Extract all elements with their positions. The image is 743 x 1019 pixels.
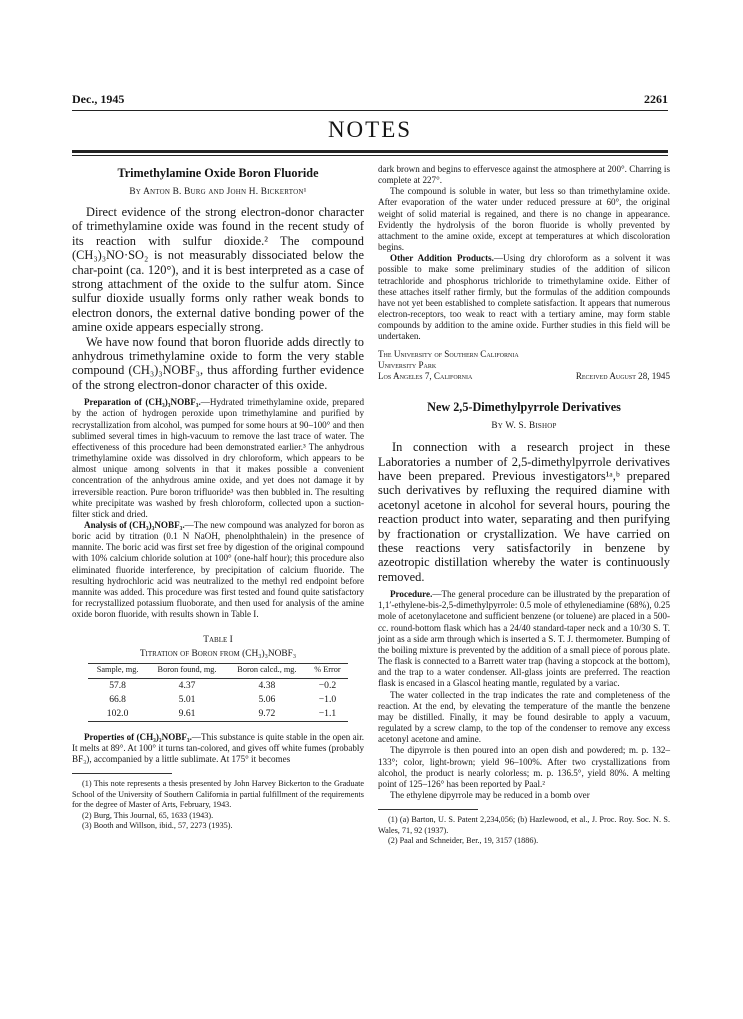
table-row [88,707,348,722]
header-date: Dec., 1945 [72,92,125,106]
article2-water: The water collected in the trap indicates the rate and completeness of the reaction. At the end, by elevating the temperature of the mantle the benzene may be distilled. Finally, it may be found desirable to apply a vacuum, regulated by a screw clamp, to the top of the condenser to remove any excess acetonyl acetone and amine. [378,689,670,745]
section-rule-bottom [72,155,668,156]
article1-footnote-2: (2) Burg, This Journal, 65, 1633 (1943). [82,810,214,820]
address-line-3: Los Angeles 7, California [378,370,473,381]
table-cell: 102.0 [88,707,147,722]
table-cell: −1.1 [307,707,348,722]
analysis-text: —The new compound was analyzed for boron as boric acid by titration (0.1 N NaOH, phenolphthalein) in the presence of mannite. The boric acid was first set free by digestion of the original compound with 10% calcium chloride solution at 100° (one-half hour); this procedure also eliminated fluoride interference, by precipitation of calcium fluoride. The resulting hydrochloric acid was neutralized to the methyl red endpoint before mannite was added. This procedure was first tested and found quite satisfactory for recrystallized potassium fluoborate, and then used for analysis of the amine oxide boron fluoride, with results shown in Table I. [72,520,364,620]
article1-preparation [72,397,364,520]
table-cell: 5.06 [258,693,276,705]
table-header-sample: Sample, mg. [88,664,147,679]
article1-other-products [378,253,670,342]
properties-text: —This substance is quite stable in the open air. It melts at 89°. At 100° it turns tan-colored, and gives off white fumes (probably BF₃), accompanied by a little sublimate. At 175° it becomes [72,731,364,765]
article2-footnote-1: (1) (a) Barton, U. S. Patent 2,234,056; (b) Hazlewood, et al., J. Proc. Roy. Soc. N. S. Wales, 71, 92 (1937). [378,815,670,835]
article1-analysis [72,520,364,620]
article1-footnote-3: (3) Booth and Willson, ibid., 57, 2273 (1935). [82,821,233,830]
article1-footnote-1: (1) This note represents a thesis presented by John Harvey Bickerton to the Graduate School of the University of Southern California in partial fulfillment of the requirements for the degree of Master of Arts, February, 1943. [72,779,364,810]
table-header-error: % Error [307,664,348,679]
article2-footnote-2: (2) Paal and Schneider, Ber., 19, 3157 (1886). [388,835,539,845]
article1-address [378,349,670,383]
table-cell: 66.8 [109,693,126,705]
analysis-heading: Analysis of (CH₃)₃NOBF₃. [84,520,185,530]
table-cell: −0.2 [318,679,337,691]
procedure-heading: Procedure. [390,589,433,600]
article2-procedure [378,589,670,689]
left-column [72,164,364,831]
table-header-boron-calcd: Boron calcd., mg. [227,664,307,679]
article2-para1: In connection with a research project in these Laboratories a number of 2,5-dimethylpyrrole derivatives have been prepared. Previous investigators¹ᵃ,ᵇ prepared such derivatives by refluxing the required diamine with acetonyl acetone in alcohol for several hours, pouring the reaction product into water, separating and then purifying by fractionation or crystallization. We have carried on these reactions very satisfactorily in benzene by azeotropic distillation whereby the water is continuously removed. [378,440,670,584]
other-products-heading: Other Addition Products. [390,253,494,264]
section-rule-top [72,150,668,153]
table-cell: 5.01 [178,693,196,705]
article1-para1: Direct evidence of the strong electron-donor character of trimethylamine oxide was found in the recent study of its reaction with sulfur dioxide.² The compound (CH₃)₃NO·SO₂ is not measurably dissociated below the char-point (ca. 120°), and it is best interpreted as a case of strong attachment of the oxide to the sulfur atom. Since sulfur dioxide usually forms only rather weak bonds to electron donors, the external dative bonding power of the amine oxide appears especially strong. [72,205,364,335]
table-caption: Table I [203,635,233,646]
article1-continuation: dark brown and begins to effervesce against the atmosphere at 200°. Charring is complete at 227°. [378,164,670,186]
received-date: Received August 28, 1945 [575,370,670,381]
other-products-text: —Using dry chloroform as a solvent it was possible to make some preliminary studies of the addition of silicon tetrachloride and phosphorus trichloride to trimethylamine oxide. Either of these attaches itself rather firmly, but the formulas of the addition compounds have not yet been established to complete satisfaction. It appears that numerous electron-receptors, too weak to react with a tertiary amine, may form stable compounds by addition to the amine oxide. Further studies in this field will be undertaken. [378,253,670,342]
table-cell: −1.0 [318,693,337,705]
article1-byline: By Anton B. Burg and John H. Bickerton¹ [129,187,307,197]
footnote-rule [378,809,478,810]
article1-para2: We have now found that boron fluoride adds directly to anhydrous trimethylamine oxide to form the very stable compound (CH₃)₃NOBF₃, thus affording further evidence of the strong electron-donor character of this oxide. [72,334,364,392]
article2-dipyrrole: The dipyrrole is then poured into an open dish and powdered; m. p. 132–133°; color, light-brown; yield 96–100%. After two crystallizations from alcohol, the product is nearly colorless; m. p. 136.5°, yield 80%. A melting point of 125–126° has been reported by Paal.² [378,745,670,789]
table-row [88,693,348,707]
table-cell: 4.37 [178,679,196,691]
properties-heading: Properties of (CH₃)₃NOBF₃. [84,731,192,742]
preparation-text: —Hydrated trimethylamine oxide, prepared by the action of hydrogen peroxide upon trimethylamine and purified by recrystallization from alcohol, was pumped for some hours at 90–100° and then sublimed several times in high-vacuum to remove the last trace of water. The effectiveness of this procedure had been demonstrated earlier.³ The anhydrous trimethylamine oxide was dissolved in dry chloroform, which appears to be almost unique among solvents in that it makes possible a convenient concentration of the anhydrous amine oxide, and yet does not damage it by irreversible reaction. Pure boron trifluoride³ was then bubbled in. The resulting white precipitate was washed by fresh chloroform, collected upon a suction-filter stick and dried. [72,397,365,519]
section-title: NOTES [327,117,413,142]
header-page-number: 2261 [644,92,668,106]
article2-last: The ethylene dipyrrole may be reduced in a bomb over [390,789,590,800]
article1-solubility: The compound is soluble in water, but less so than trimethylamine oxide. After evaporation of the water under reduced pressure at 60°, the original weight of solid material is regained, and there is no change in appearance. Evidently the hydrolysis of the boron fluoride is wholly prevented by attachment to the amine oxide, except at temperatures at which discoloration begins. [378,186,670,253]
table-subtitle: Titration of Boron from (CH₃)₃NOBF₃ [139,649,297,660]
table-cell: 9.61 [147,707,227,722]
procedure-text: —The general procedure can be illustrated by the preparation of 1,1′-ethylene-bis-2,5-dimethylpyrrole: 0.5 mole of ethylenediamine (68%), 0.25 mole of acetonylacetone and sufficient benzene (or toluene) are placed in a 500-cc. round-bottom flask which has a 24/40 standard-taper neck and a 10/30 S. T. joint as a side arm through which is inserted a S. T. J. thermometer. Bumping of the boiling mixture is prevented by the addition of a small piece of porous plate. The flask is connected to a Barrett water trap (having a stopcock at the bottom), and the trap to a water condenser. All-glass joints are preferred. The reaction flask is encased in a Glascol heating mantle, regulated by a variac. [378,589,670,689]
article2-title: New 2,5-Dimethylpyrrole Derivatives [427,400,621,415]
table-row [88,678,348,693]
boron-titration-table [88,663,348,722]
article2-byline: By W. S. Bishop [491,421,557,432]
footnote-rule [72,773,172,774]
table-cell: 9.72 [227,707,307,722]
table-cell: 57.8 [109,679,126,691]
article1-title: Trimethylamine Oxide Boron Fluoride [117,166,319,180]
table-header-row [88,664,348,679]
preparation-heading: Preparation of (CH₃)₃NOBF₃. [84,397,201,408]
address-line-2: University Park [378,359,437,370]
header-rule [72,110,668,111]
running-header [72,92,668,108]
address-line-1: The University of Southern California [378,348,519,359]
address-line-3-row [378,371,670,382]
article1-properties [72,732,364,765]
right-column [378,164,670,846]
table-header-boron-found: Boron found, mg. [147,664,227,679]
table-cell: 4.38 [258,679,276,691]
